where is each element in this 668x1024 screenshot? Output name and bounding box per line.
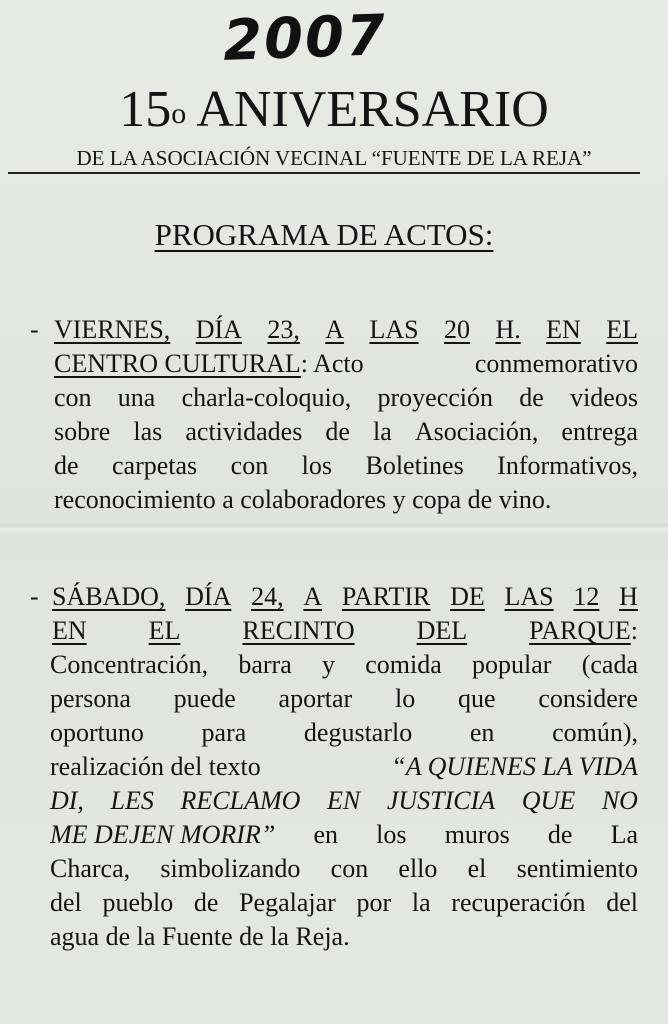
saturday-word: de — [547, 820, 573, 849]
word: NO — [601, 786, 638, 815]
saturday-quote-start: “A QUIENES LA VIDA — [391, 752, 638, 781]
word: 24, — [251, 582, 284, 611]
saturday-colon: : — [630, 616, 638, 645]
saturday-word: los — [376, 820, 407, 849]
word: Boletines — [365, 451, 464, 480]
friday-line-1 — [54, 313, 638, 347]
bullet-dash: - — [30, 315, 39, 344]
word: videos — [570, 383, 638, 412]
word: lo — [394, 684, 416, 713]
word: 12 — [573, 582, 600, 611]
saturday-line-8 — [50, 818, 638, 852]
friday-line-4 — [54, 415, 638, 449]
word: una — [117, 383, 156, 412]
word: proyección — [377, 383, 494, 412]
bullet-dash: - — [30, 582, 39, 611]
word: Informativos, — [497, 451, 638, 480]
word: aportar — [278, 684, 353, 713]
word: oportuno — [50, 718, 144, 747]
word: Pegalajar — [239, 888, 336, 917]
word: A — [303, 582, 323, 611]
word: puede — [173, 684, 236, 713]
word: EN — [546, 315, 581, 344]
word: comida — [365, 650, 442, 679]
word: la — [373, 417, 392, 446]
word: de — [193, 888, 219, 917]
word: pueblo — [102, 888, 174, 917]
word: DÍA — [195, 315, 242, 344]
friday-line-2 — [54, 347, 638, 381]
word: charla-coloquio, — [181, 383, 352, 412]
paper-fold — [0, 522, 668, 532]
friday-line-3 — [54, 381, 638, 415]
word: persona — [50, 684, 131, 713]
word: sobre — [54, 417, 111, 446]
saturday-word: DEL — [416, 616, 468, 645]
saturday-line-4 — [50, 682, 638, 716]
saturday-line-10 — [50, 886, 638, 920]
saturday-quote-end: ME DEJEN MORIR” — [50, 820, 276, 849]
word: DE — [450, 582, 485, 611]
word: LAS — [504, 582, 554, 611]
word: el — [467, 854, 487, 883]
saturday-word: en — [313, 820, 338, 849]
word: H. — [495, 315, 521, 344]
word: EN — [327, 786, 361, 815]
word: 23, — [267, 315, 300, 344]
title-ordinal: o — [171, 97, 187, 130]
word: RECLAMO — [180, 786, 301, 815]
title-number: 15 — [119, 81, 172, 138]
word: Charca, — [50, 854, 131, 883]
word: entrega — [561, 417, 638, 446]
saturday-text-segment: realización del texto — [50, 752, 261, 781]
word: (cada — [581, 650, 638, 679]
word: EL — [606, 315, 638, 344]
saturday-line-7 — [50, 784, 638, 818]
word: Asociación, — [414, 417, 539, 446]
saturday-word: EN — [52, 616, 87, 645]
saturday-line-5 — [50, 716, 638, 750]
saturday-word: RECINTO — [242, 616, 355, 645]
saturday-line-3 — [50, 648, 638, 682]
word: LES — [110, 786, 154, 815]
page-subtitle: DE LA ASOCIACIÓN VECINAL “FUENTE DE LA REJA” — [76, 146, 592, 170]
saturday-line-1 — [52, 580, 638, 614]
word: considere — [538, 684, 638, 713]
saturday-line-6 — [50, 750, 638, 784]
friday-line-6: reconocimiento a colaboradores y copa de vino. — [54, 485, 552, 514]
word: las — [133, 417, 163, 446]
word: recuperación — [451, 888, 586, 917]
friday-text-segment: conmemorativo — [474, 349, 638, 378]
word: VIERNES, — [54, 315, 171, 344]
word: actividades — [185, 417, 303, 446]
word: 20 — [444, 315, 471, 344]
word: degustarlo — [303, 718, 413, 747]
word: LAS — [369, 315, 419, 344]
word: la — [411, 888, 431, 917]
word: JUSTICIA — [386, 786, 496, 815]
word: con — [230, 451, 269, 480]
word: H — [619, 582, 638, 611]
word: de — [54, 451, 79, 480]
saturday-line-9 — [50, 852, 638, 886]
saturday-line-11: agua de la Fuente de la Reja. — [50, 922, 350, 951]
word: común), — [552, 718, 638, 747]
word: ello — [398, 854, 438, 883]
word: para — [201, 718, 247, 747]
word: popular — [472, 650, 552, 679]
word: los — [301, 451, 333, 480]
word: carpetas — [112, 451, 198, 480]
saturday-word: muros — [444, 820, 510, 849]
word: Concentración, — [50, 650, 209, 679]
word: en — [469, 718, 495, 747]
word: y — [322, 650, 336, 679]
word: simbolizando — [160, 854, 301, 883]
word: de — [519, 383, 544, 412]
word: que — [458, 684, 496, 713]
word: de — [325, 417, 350, 446]
word: del — [606, 888, 638, 917]
word: sentimiento — [516, 854, 638, 883]
word: con — [54, 383, 92, 412]
word: SÁBADO, — [52, 582, 166, 611]
saturday-word: La — [610, 820, 638, 849]
word: barra — [238, 650, 292, 679]
friday-line-5 — [54, 449, 638, 483]
word: QUE — [521, 786, 576, 815]
friday-venue: CENTRO CULTURAL — [54, 349, 301, 378]
header-divider — [8, 172, 640, 174]
word: por — [356, 888, 392, 917]
saturday-word: EL — [148, 616, 181, 645]
word: DI, — [50, 786, 84, 815]
program-heading: PROGRAMA DE ACTOS: — [154, 217, 494, 252]
word: PARTIR — [341, 582, 431, 611]
title-word: ANIVERSARIO — [196, 81, 549, 138]
friday-text-segment: : Acto — [300, 349, 364, 378]
handwritten-year: 2007 — [221, 3, 389, 74]
word: del — [50, 888, 82, 917]
saturday-line-2 — [52, 614, 638, 648]
saturday-word: PARQUE — [529, 616, 631, 645]
page-title — [0, 82, 668, 138]
word: con — [330, 854, 369, 883]
word: DÍA — [185, 582, 232, 611]
word: A — [325, 315, 345, 344]
